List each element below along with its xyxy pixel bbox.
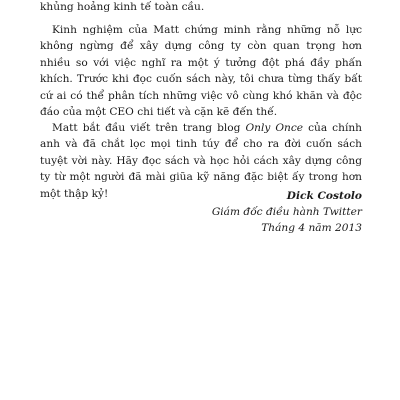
paragraph-blog-after: của chính anh và đã chắt lọc mọi tinh túy để cho ra đời cuốn sách tuyệt vời này. Hãy đọc sách và học hỏi cách xây dựng công ty từ một người đã mài giũa kỹ năng đặc biệt ấy trong hơn một thập kỷ! xyxy=(40,122,362,200)
paragraph-blog-before: Matt bắt đầu viết trên trang blog xyxy=(52,122,246,134)
signature-name: Dick Costolo xyxy=(286,190,362,202)
signature-date: Tháng 4 năm 2013 xyxy=(261,222,362,234)
paragraph-experience: Kinh nghiệm của Matt chứng minh rằng những nỗ lực không ngừng để xây dựng công ty còn quan trọng hơn nhiều so với việc nghĩ ra một ý tưởng đột phá đầy phấn khích. Trước khi đọc cuốn sách này, tôi chưa từng thấy bất cứ ai có thể phân tích những việc vô cùng khó khăn và độc đáo của một CEO chi tiết và cặn kẽ đến thế. xyxy=(40,24,362,119)
signature-role: Giám đốc điều hành Twitter xyxy=(211,206,362,218)
blog-name: Only Once xyxy=(245,122,304,134)
paragraph-continuation: khủng hoảng kinh tế toàn cầu. xyxy=(40,1,205,13)
